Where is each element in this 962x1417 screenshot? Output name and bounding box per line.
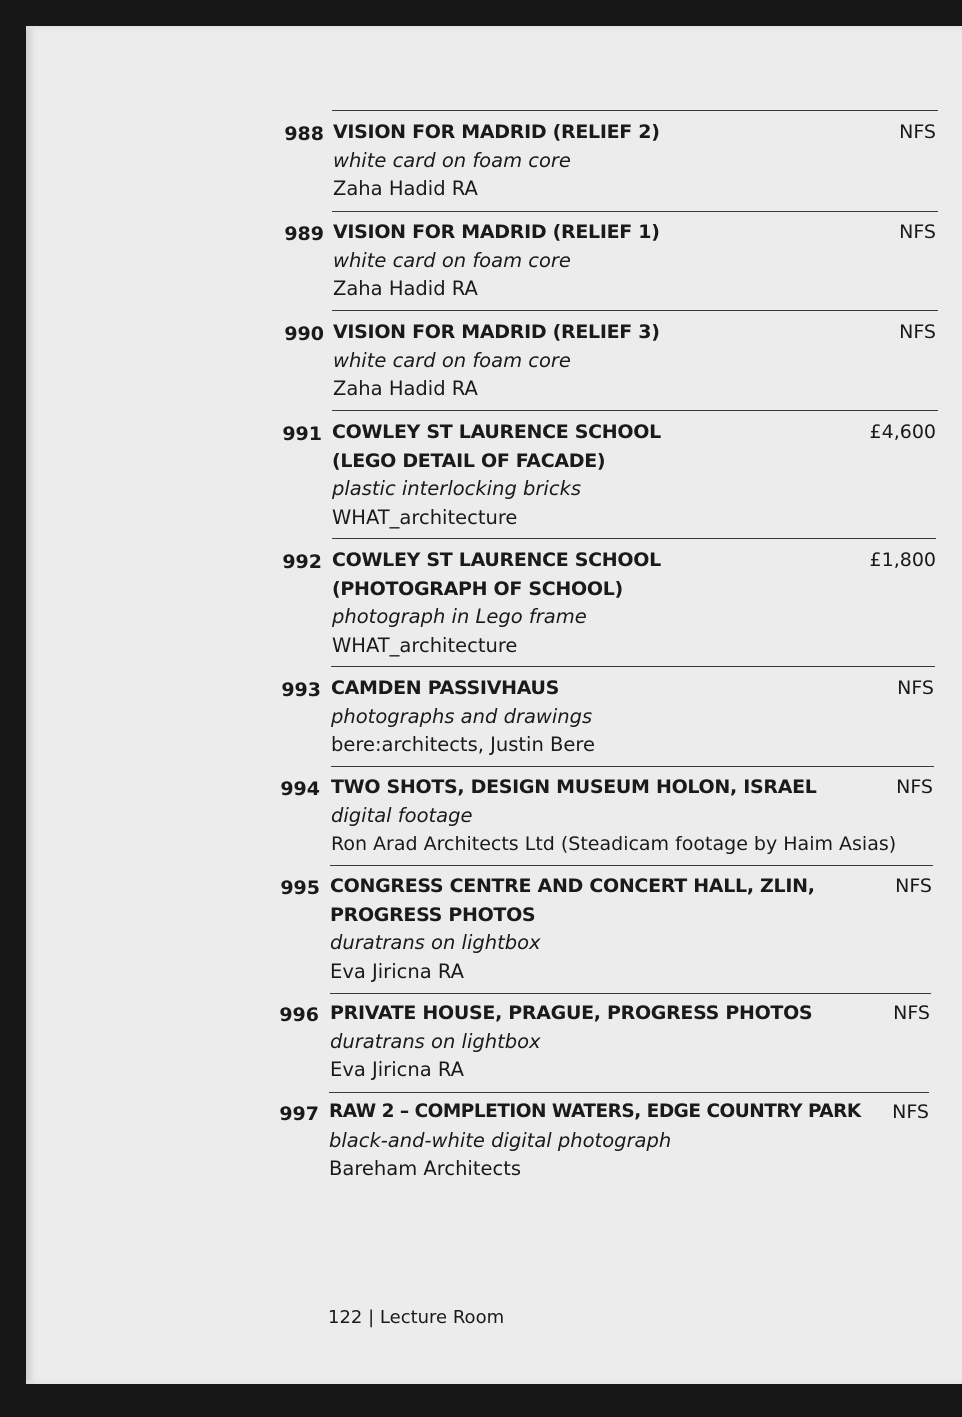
entry-title: TWO SHOTS, DESIGN MUSEUM HOLON, ISRAEL — [331, 776, 817, 798]
entry-title-line-2: PROGRESS PHOTOS — [330, 903, 536, 926]
entry-artist: Bareham Architects — [329, 1157, 522, 1180]
entry-artist: Eva Jiricna RA — [330, 959, 464, 983]
entry-body — [331, 674, 595, 760]
entry-medium: white card on foam core — [333, 148, 571, 172]
entry-body — [329, 1098, 861, 1184]
entry-price: NFS — [896, 776, 933, 798]
entry-divider — [330, 865, 933, 866]
entry-price: NFS — [895, 875, 932, 897]
entry-medium: white card on foam core — [333, 348, 571, 372]
entry-price: NFS — [892, 1101, 929, 1123]
entry-artist: Zaha Hadid RA — [333, 277, 478, 300]
entry-price: NFS — [893, 1002, 930, 1024]
entry-medium: photograph in Lego frame — [332, 605, 587, 628]
entry-title: VISION FOR MADRID (RELIEF 3) — [333, 321, 660, 343]
entry-body — [330, 872, 815, 986]
entry-title-line-2: (PHOTOGRAPH OF SCHOOL) — [332, 577, 623, 600]
page-edge — [26, 30, 36, 1380]
entry-number: 992 — [282, 551, 322, 573]
entry-medium: white card on foam core — [333, 248, 571, 272]
entry-divider — [330, 993, 931, 994]
entry-medium: photographs and drawings — [331, 704, 593, 728]
entry-artist: Zaha Hadid RA — [333, 177, 478, 200]
entry-body — [330, 999, 812, 1085]
entry-price: NFS — [899, 221, 936, 243]
entry-divider — [332, 211, 938, 212]
entry-artist: Zaha Hadid RA — [333, 377, 478, 400]
entry-artist: Ron Arad Architects Ltd (Steadicam footage by Haim Asias) — [331, 833, 897, 855]
entry-artist: Eva Jiricna RA — [330, 1058, 464, 1081]
entry-title: PRIVATE HOUSE, PRAGUE, PROGRESS PHOTOS — [330, 1002, 813, 1024]
entry-number: 989 — [284, 223, 324, 245]
page-footer — [328, 1304, 504, 1332]
entry-price: £4,600 — [869, 421, 936, 443]
entry-medium: plastic interlocking bricks — [332, 477, 582, 500]
entry-title: CONGRESS CENTRE AND CONCERT HALL, ZLIN, — [330, 875, 815, 897]
entry-title: COWLEY ST LAURENCE SCHOOL — [332, 549, 661, 571]
entry-number: 990 — [284, 323, 324, 345]
entry-artist: WHAT_architecture — [332, 633, 518, 657]
entry-title: RAW 2 – COMPLETION WATERS, EDGE COUNTRY PARK — [329, 1101, 861, 1122]
entry-price: £1,800 — [869, 549, 936, 571]
entry-number: 997 — [279, 1103, 319, 1125]
entry-title: COWLEY ST LAURENCE SCHOOL — [332, 421, 661, 443]
entry-body — [333, 318, 660, 404]
entry-number: 995 — [280, 877, 320, 899]
entry-divider — [331, 766, 934, 767]
entry-title: VISION FOR MADRID (RELIEF 1) — [333, 221, 660, 243]
entry-body — [331, 773, 896, 859]
entry-medium: duratrans on lightbox — [330, 1029, 541, 1053]
entry-artist: WHAT_architecture — [332, 505, 518, 529]
footer-separator: | — [368, 1307, 375, 1328]
entry-number: 993 — [281, 679, 321, 701]
entry-medium: digital footage — [331, 803, 473, 827]
page-number: 122 — [328, 1307, 363, 1328]
entry-title: CAMDEN PASSIVHAUS — [331, 677, 560, 699]
section-name: Lecture Room — [379, 1307, 505, 1328]
entry-number: 994 — [280, 778, 320, 800]
entry-divider — [332, 538, 936, 539]
entry-body — [333, 218, 660, 304]
entry-medium: black-and-white digital photograph — [329, 1128, 672, 1152]
entry-number: 991 — [282, 423, 322, 445]
entry-divider — [332, 410, 938, 411]
entry-divider — [332, 110, 938, 111]
entry-price: NFS — [899, 321, 936, 343]
entry-medium: duratrans on lightbox — [330, 931, 541, 954]
entry-price: NFS — [899, 121, 936, 143]
entry-price: NFS — [897, 677, 934, 699]
entry-number: 988 — [284, 123, 324, 145]
entry-artist: bere:architects, Justin Bere — [331, 733, 595, 756]
entry-divider — [332, 310, 938, 311]
entry-body — [333, 118, 660, 204]
entry-divider — [331, 666, 935, 667]
entry-body — [332, 546, 661, 660]
entry-title: VISION FOR MADRID (RELIEF 2) — [333, 121, 660, 143]
entry-title-line-2: (LEGO DETAIL OF FACADE) — [332, 449, 606, 472]
entry-number: 996 — [279, 1004, 319, 1026]
entry-body — [332, 418, 661, 532]
entry-divider — [329, 1092, 929, 1093]
